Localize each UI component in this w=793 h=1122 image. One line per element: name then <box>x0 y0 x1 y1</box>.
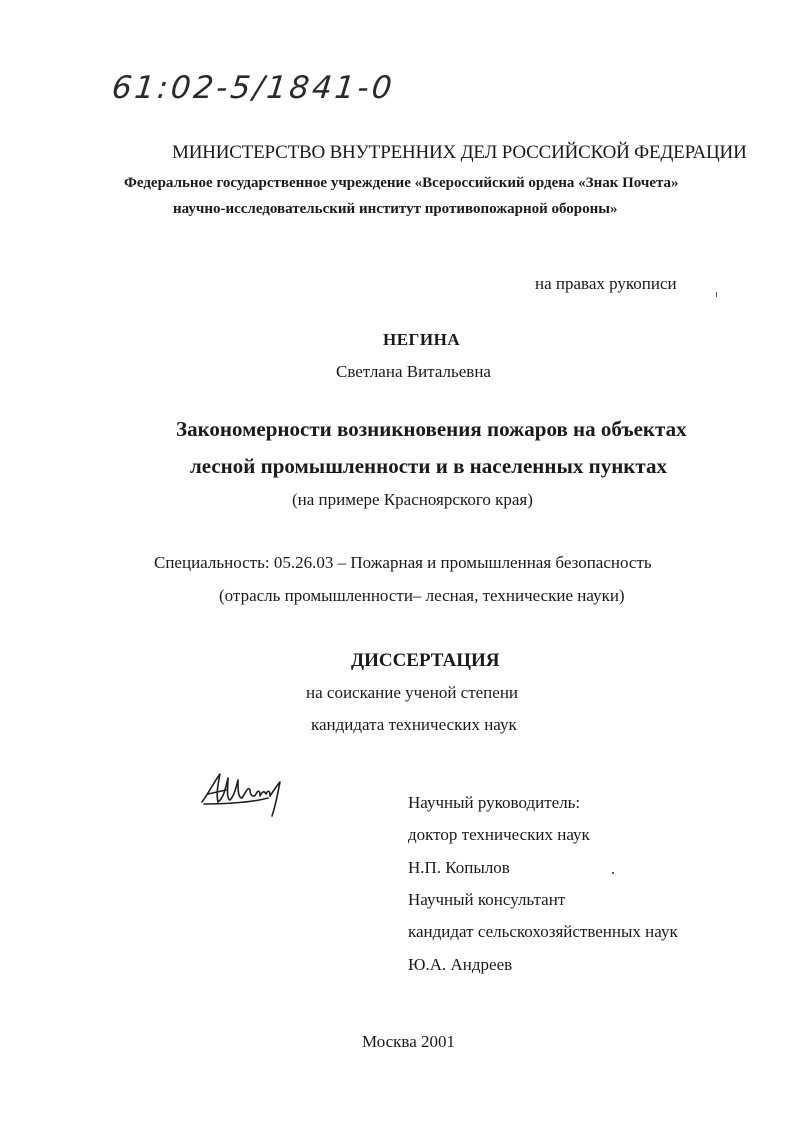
archive-number: 61:02-5/1841-0 <box>110 70 397 106</box>
signature-icon <box>198 768 290 820</box>
supervisor-degree: доктор технических наук <box>408 825 590 844</box>
degree-line-1: на соискание ученой степени <box>306 683 519 702</box>
thesis-heading: ДИССЕРТАЦИЯ <box>351 650 500 671</box>
thesis-title-line-2: лесной промышленности и в населенных пунктах <box>190 454 667 478</box>
thesis-title-line-1: Закономерности возникновения пожаров на объектах <box>176 417 687 441</box>
institution-line-1: Федеральное государственное учреждение «Всероссийский ордена «Знак Почета» <box>124 175 679 191</box>
ministry-heading: МИНИСТЕРСТВО ВНУТРЕННИХ ДЕЛ РОССИЙСКОЙ ФЕДЕРАЦИИ <box>172 142 747 163</box>
specialty-line-1: Специальность: 05.26.03 – Пожарная и промышленная безопасность <box>154 553 652 572</box>
supervisor-name: Н.П. Копылов <box>408 858 510 877</box>
thesis-title-subtitle: (на примере Красноярского края) <box>292 490 533 509</box>
scan-speck <box>612 872 614 874</box>
degree-line-2: кандидата технических наук <box>311 715 517 734</box>
manuscript-note: на правах рукописи <box>535 274 677 293</box>
institution-line-2: научно-исследовательский институт противопожарной обороны» <box>173 201 618 217</box>
scan-speck <box>716 292 717 297</box>
supervisor-label: Научный руководитель: <box>408 793 581 812</box>
consultant-label: Научный консультант <box>408 890 566 909</box>
author-name: Светлана Витальевна <box>336 362 491 381</box>
specialty-line-2: (отрасль промышленности– лесная, технические науки) <box>219 586 625 605</box>
author-surname: НЕГИНА <box>383 330 461 349</box>
consultant-name: Ю.А. Андреев <box>408 955 513 974</box>
city-year: Москва 2001 <box>362 1032 456 1051</box>
consultant-degree: кандидат сельскохозяйственных наук <box>408 922 678 941</box>
